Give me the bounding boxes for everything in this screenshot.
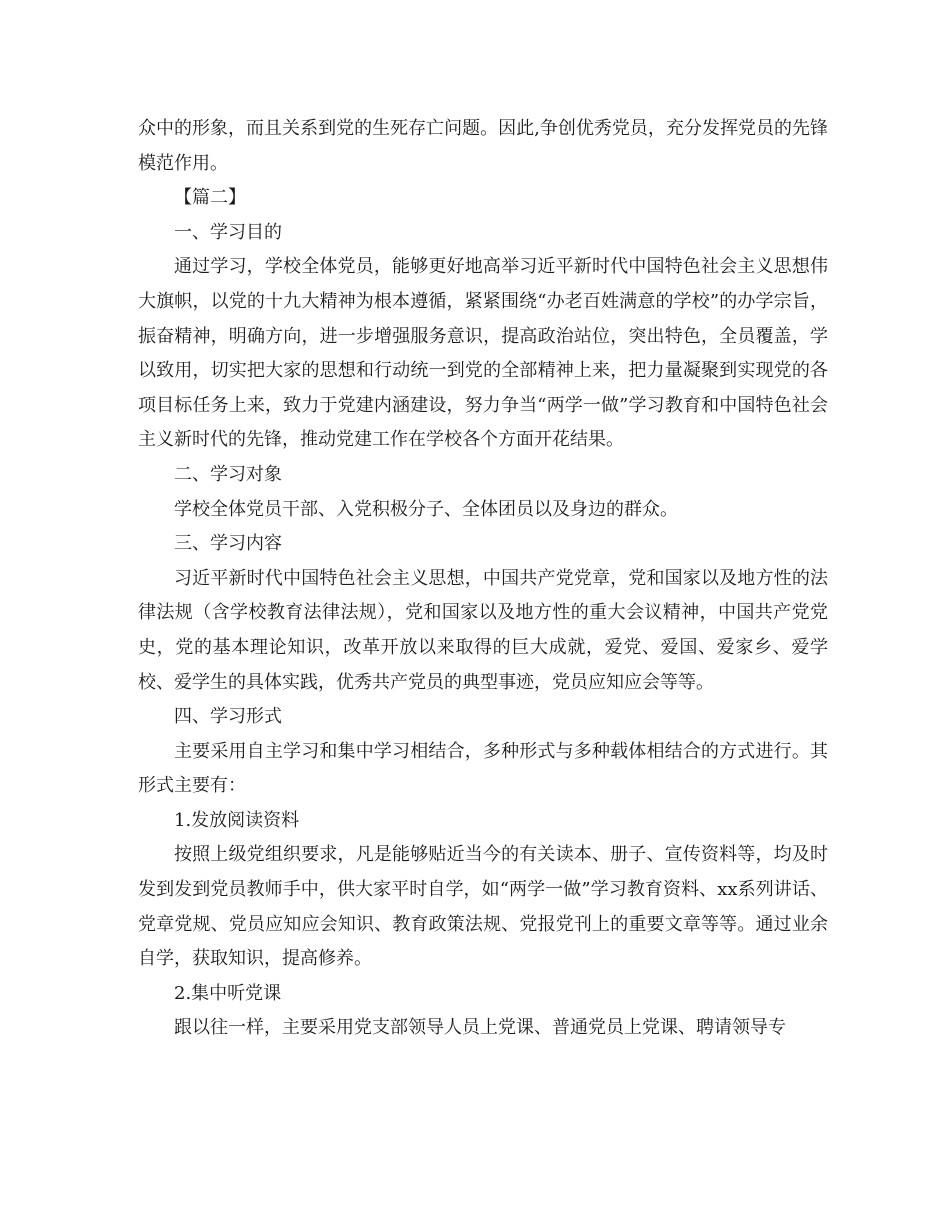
- heading-study-purpose: 一、学习目的: [174, 221, 282, 243]
- paragraph-study-form: 主要采用自主学习和集中学习相结合，多种形式与多种载体相结合的方式进行。其形式主要有：: [138, 740, 828, 797]
- paragraph-reading-materials: 按照上级党组织要求，凡是能够贴近当今的有关读本、册子、宣传资料等，均及时发到发到党员教师手中，供大家平时自学，如“两学一做”学习教育资料、xx系列讲话、党章党规、党员应知应会知识、教育政策法规、党报党刊上的重要文章等等。通过业余自学，获取知识，提高修养。: [138, 844, 828, 970]
- paragraph-study-purpose: 通过学习，学校全体党员，能够更好地高举习近平新时代中国特色社会主义思想伟大旗帜，以党的十九大精神为根本遵循，紧紧围绕“办老百姓满意的学校”的办学宗旨，振奋精神，明确方向，进一步增强服务意识，提高政治站位，突出特色，全员覆盖，学以致用，切实把大家的思想和行动统一到党的全部精神上来，把力量凝聚到实现党的各项目标任务上来，致力于党建内涵建设，努力争当“两学一做”学习教育和中国特色社会主义新时代的先锋，推动党建工作在学校各个方面开花结果。: [138, 256, 828, 451]
- paragraph-continuation: 众中的形象，而且关系到党的生死存亡问题。因此,争创优秀党员，充分发挥党员的先锋模范作用。: [138, 118, 828, 174]
- paragraph-study-content: 习近平新时代中国特色社会主义思想，中国共产党党章，党和国家以及地方性的法律法规（含学校教育法律法规），党和国家以及地方性的重大会议精神，中国共产党党史，党的基本理论知识，改革开放以来取得的巨大成就，爱党、爱国、爱家乡、爱学校、爱学生的具体实践，优秀共产党员的典型事迹，党员应知应会等等。: [138, 567, 828, 693]
- paragraph-study-target: 学校全体党员干部、入党积极分子、全体团员以及身边的群众。: [174, 498, 678, 520]
- subheading-party-lecture: 2.集中听党课: [174, 982, 282, 1004]
- subheading-reading-materials: 1.发放阅读资料: [174, 809, 300, 831]
- document-body: [138, 112, 828, 1046]
- paragraph-party-lecture: 跟以往一样，主要采用党支部领导人员上党课、普通党员上党课、聘请领导专: [174, 1017, 786, 1039]
- heading-study-form: 四、学习形式: [174, 706, 282, 728]
- section-heading-part-two: 【篇二】: [174, 187, 246, 209]
- heading-study-content: 三、学习内容: [174, 533, 282, 555]
- heading-study-target: 二、学习对象: [174, 463, 282, 485]
